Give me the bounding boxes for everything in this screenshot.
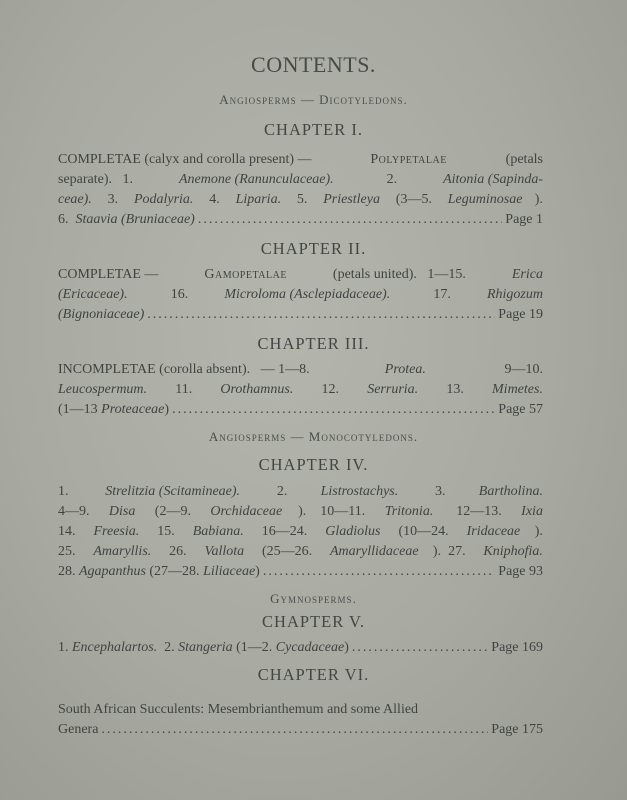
section-angiosperms-monocotyledons: Angiosperms — Monocotyledons.	[208, 429, 419, 444]
chapter-1-line-3	[58, 190, 543, 210]
text: )	[255, 564, 260, 579]
section-gymnosperms: Gymnosperms.	[270, 591, 357, 606]
leader-dots	[172, 400, 495, 420]
text-italic: Cycadaceae	[275, 640, 345, 655]
text: (petals united). 1—15.	[329, 267, 470, 282]
chapter-1-heading: CHAPTER I.	[264, 120, 363, 139]
text-italic: Microloma (Asclepiadaceae).	[224, 287, 391, 302]
text-italic: Liliaceae	[203, 564, 256, 579]
page-number: Page 169	[491, 640, 543, 655]
chapter-4-line-3	[58, 522, 543, 542]
text: ). 10—11.	[298, 504, 369, 519]
text: 3.	[104, 192, 122, 207]
chapter-6-heading: CHAPTER VI.	[257, 665, 370, 684]
text-italic: Priestleya	[323, 192, 380, 207]
text-smallcaps: Gamopetalae	[204, 267, 287, 282]
chapter-6-entries	[58, 700, 543, 740]
text: ).	[534, 524, 543, 539]
chapter-4-line-1	[58, 482, 543, 502]
text-italic: Gladiolus	[325, 524, 381, 539]
text: 28.	[58, 564, 79, 579]
text: 16—24.	[258, 524, 311, 539]
text: 15.	[153, 524, 179, 539]
page-number: Page 1	[505, 212, 543, 227]
text-italic: Leucospermum.	[58, 382, 148, 397]
leader-dots	[101, 720, 488, 740]
chapter-2-entries	[58, 265, 543, 325]
text: INCOMPLETAE (corolla absent). — 1—8.	[58, 362, 314, 377]
text-italic: (Ericaceae).	[58, 287, 128, 302]
text: 26.	[165, 544, 191, 559]
chapter-6-line-1	[58, 700, 543, 720]
text: 3.	[428, 484, 450, 499]
chapter-2-heading: CHAPTER II.	[260, 239, 367, 258]
text-italic: Stangeria	[178, 640, 233, 655]
text-italic: Orchidaceae	[210, 504, 283, 519]
text: (2—9.	[151, 504, 195, 519]
text: 1.	[58, 484, 76, 499]
text: (1—2.	[232, 640, 276, 655]
chapter-4-line-5	[58, 562, 543, 582]
text: )	[344, 640, 349, 655]
text: 25.	[58, 544, 79, 559]
chapter-3-heading: CHAPTER III.	[257, 334, 370, 353]
chapter-3-line-1	[58, 360, 543, 380]
chapter-5-entries	[58, 638, 543, 658]
leader-dots	[263, 562, 495, 582]
text: 5.	[293, 192, 311, 207]
text: 16.	[160, 287, 192, 302]
text: 1.	[58, 640, 72, 655]
text-italic: Serruria.	[367, 382, 419, 397]
text: separate). 1.	[58, 172, 137, 187]
text: (27—28.	[145, 564, 204, 579]
text: (25—26.	[258, 544, 316, 559]
text-italic: Freesia.	[93, 524, 140, 539]
chapter-4-line-2	[58, 502, 543, 522]
chapter-3-line-3	[58, 400, 543, 420]
chapter-1-line-2	[58, 170, 543, 190]
text-italic: Agapanthus	[79, 564, 146, 579]
text-italic: (Bignoniaceae)	[58, 307, 145, 322]
text-italic: Babiana.	[192, 524, 244, 539]
text: (1—13	[58, 402, 102, 417]
text: 13.	[442, 382, 468, 397]
text: 14.	[58, 524, 79, 539]
text: 6.	[58, 212, 76, 227]
text-italic: Kniphofia.	[483, 544, 543, 559]
text-italic: Strelitzia (Scitamineae).	[105, 484, 241, 499]
text-italic: Staavia (Bruniaceae)	[75, 212, 195, 227]
text-italic: Erica	[511, 267, 543, 282]
text-italic: Encephalartos.	[72, 640, 158, 655]
leader-dots	[352, 638, 488, 658]
text-italic: Bartholina.	[478, 484, 543, 499]
section-angiosperms-dicotyledons: Angiosperms — Dicotyledons.	[219, 92, 408, 107]
text: 9—10.	[497, 362, 543, 377]
text: 17.	[422, 287, 455, 302]
text: ).	[534, 192, 543, 207]
text-italic: Mimetes.	[492, 382, 543, 397]
leader-dots	[198, 210, 502, 230]
chapter-2-line-3	[58, 305, 543, 325]
text: 4.	[205, 192, 224, 207]
chapter-5-heading: CHAPTER V.	[262, 612, 365, 631]
text: 4—9.	[58, 504, 93, 519]
chapter-5-line-1	[58, 638, 543, 658]
chapter-4-line-4	[58, 542, 543, 562]
text-italic: Tritonia.	[384, 504, 434, 519]
page-number: Page 19	[498, 307, 543, 322]
text: ). 27.	[432, 544, 470, 559]
leader-dots	[147, 305, 495, 325]
text-italic: ceae).	[58, 192, 92, 207]
text-italic: Aitonia (Sapinda-	[443, 172, 543, 187]
text: 2.	[376, 172, 401, 187]
chapter-1-line-4	[58, 210, 543, 230]
text-italic: Liparia.	[235, 192, 282, 207]
chapter-6-line-2	[58, 720, 543, 740]
text-italic: Orothamnus.	[220, 382, 294, 397]
text: )	[164, 402, 170, 417]
text-italic: Rhigozum	[486, 287, 543, 302]
text: 12.	[318, 382, 343, 397]
text: 12—13.	[449, 504, 506, 519]
chapter-3-line-2	[58, 380, 543, 400]
chapter-4-entries	[58, 482, 543, 582]
text: 2.	[269, 484, 291, 499]
text: (petals	[502, 152, 543, 167]
page-number: Page 57	[498, 402, 543, 417]
text-italic: Disa	[108, 504, 136, 519]
chapter-1-entries	[58, 150, 543, 230]
text-italic: Amaryllidaceae	[329, 544, 419, 559]
text-italic: Iridaceae	[466, 524, 521, 539]
page-number: Page 175	[491, 722, 543, 737]
page-number: Page 93	[498, 564, 543, 579]
text-italic: Protea.	[384, 362, 426, 377]
text: 11.	[171, 382, 196, 397]
text-italic: Leguminosae	[447, 192, 523, 207]
text: COMPLETAE —	[58, 267, 162, 282]
text: Genera	[58, 722, 99, 737]
text-italic: Proteaceae	[101, 402, 165, 417]
chapter-1-line-1	[58, 150, 543, 170]
page-title: CONTENTS.	[251, 52, 376, 77]
chapter-3-entries	[58, 360, 543, 420]
text: (10—24.	[394, 524, 453, 539]
text-italic: Vallota	[204, 544, 245, 559]
text: COMPLETAE (calyx and corolla present) —	[58, 152, 316, 167]
chapter-4-heading: CHAPTER IV.	[258, 455, 369, 474]
text: South African Succulents: Mesembrianthemum and some Allied	[58, 702, 419, 717]
text-italic: Anemone (Ranunculaceae).	[178, 172, 334, 187]
text-italic: Listrostachys.	[320, 484, 399, 499]
text-smallcaps: Polypetalae	[370, 152, 447, 167]
chapter-2-line-1	[58, 265, 543, 285]
text: (3—5.	[392, 192, 436, 207]
text: 2.	[157, 640, 179, 655]
text-italic: Ixia	[521, 504, 543, 519]
text-italic: Podalyria.	[133, 192, 194, 207]
text-italic: Amaryllis.	[93, 544, 152, 559]
chapter-2-line-2	[58, 285, 543, 305]
